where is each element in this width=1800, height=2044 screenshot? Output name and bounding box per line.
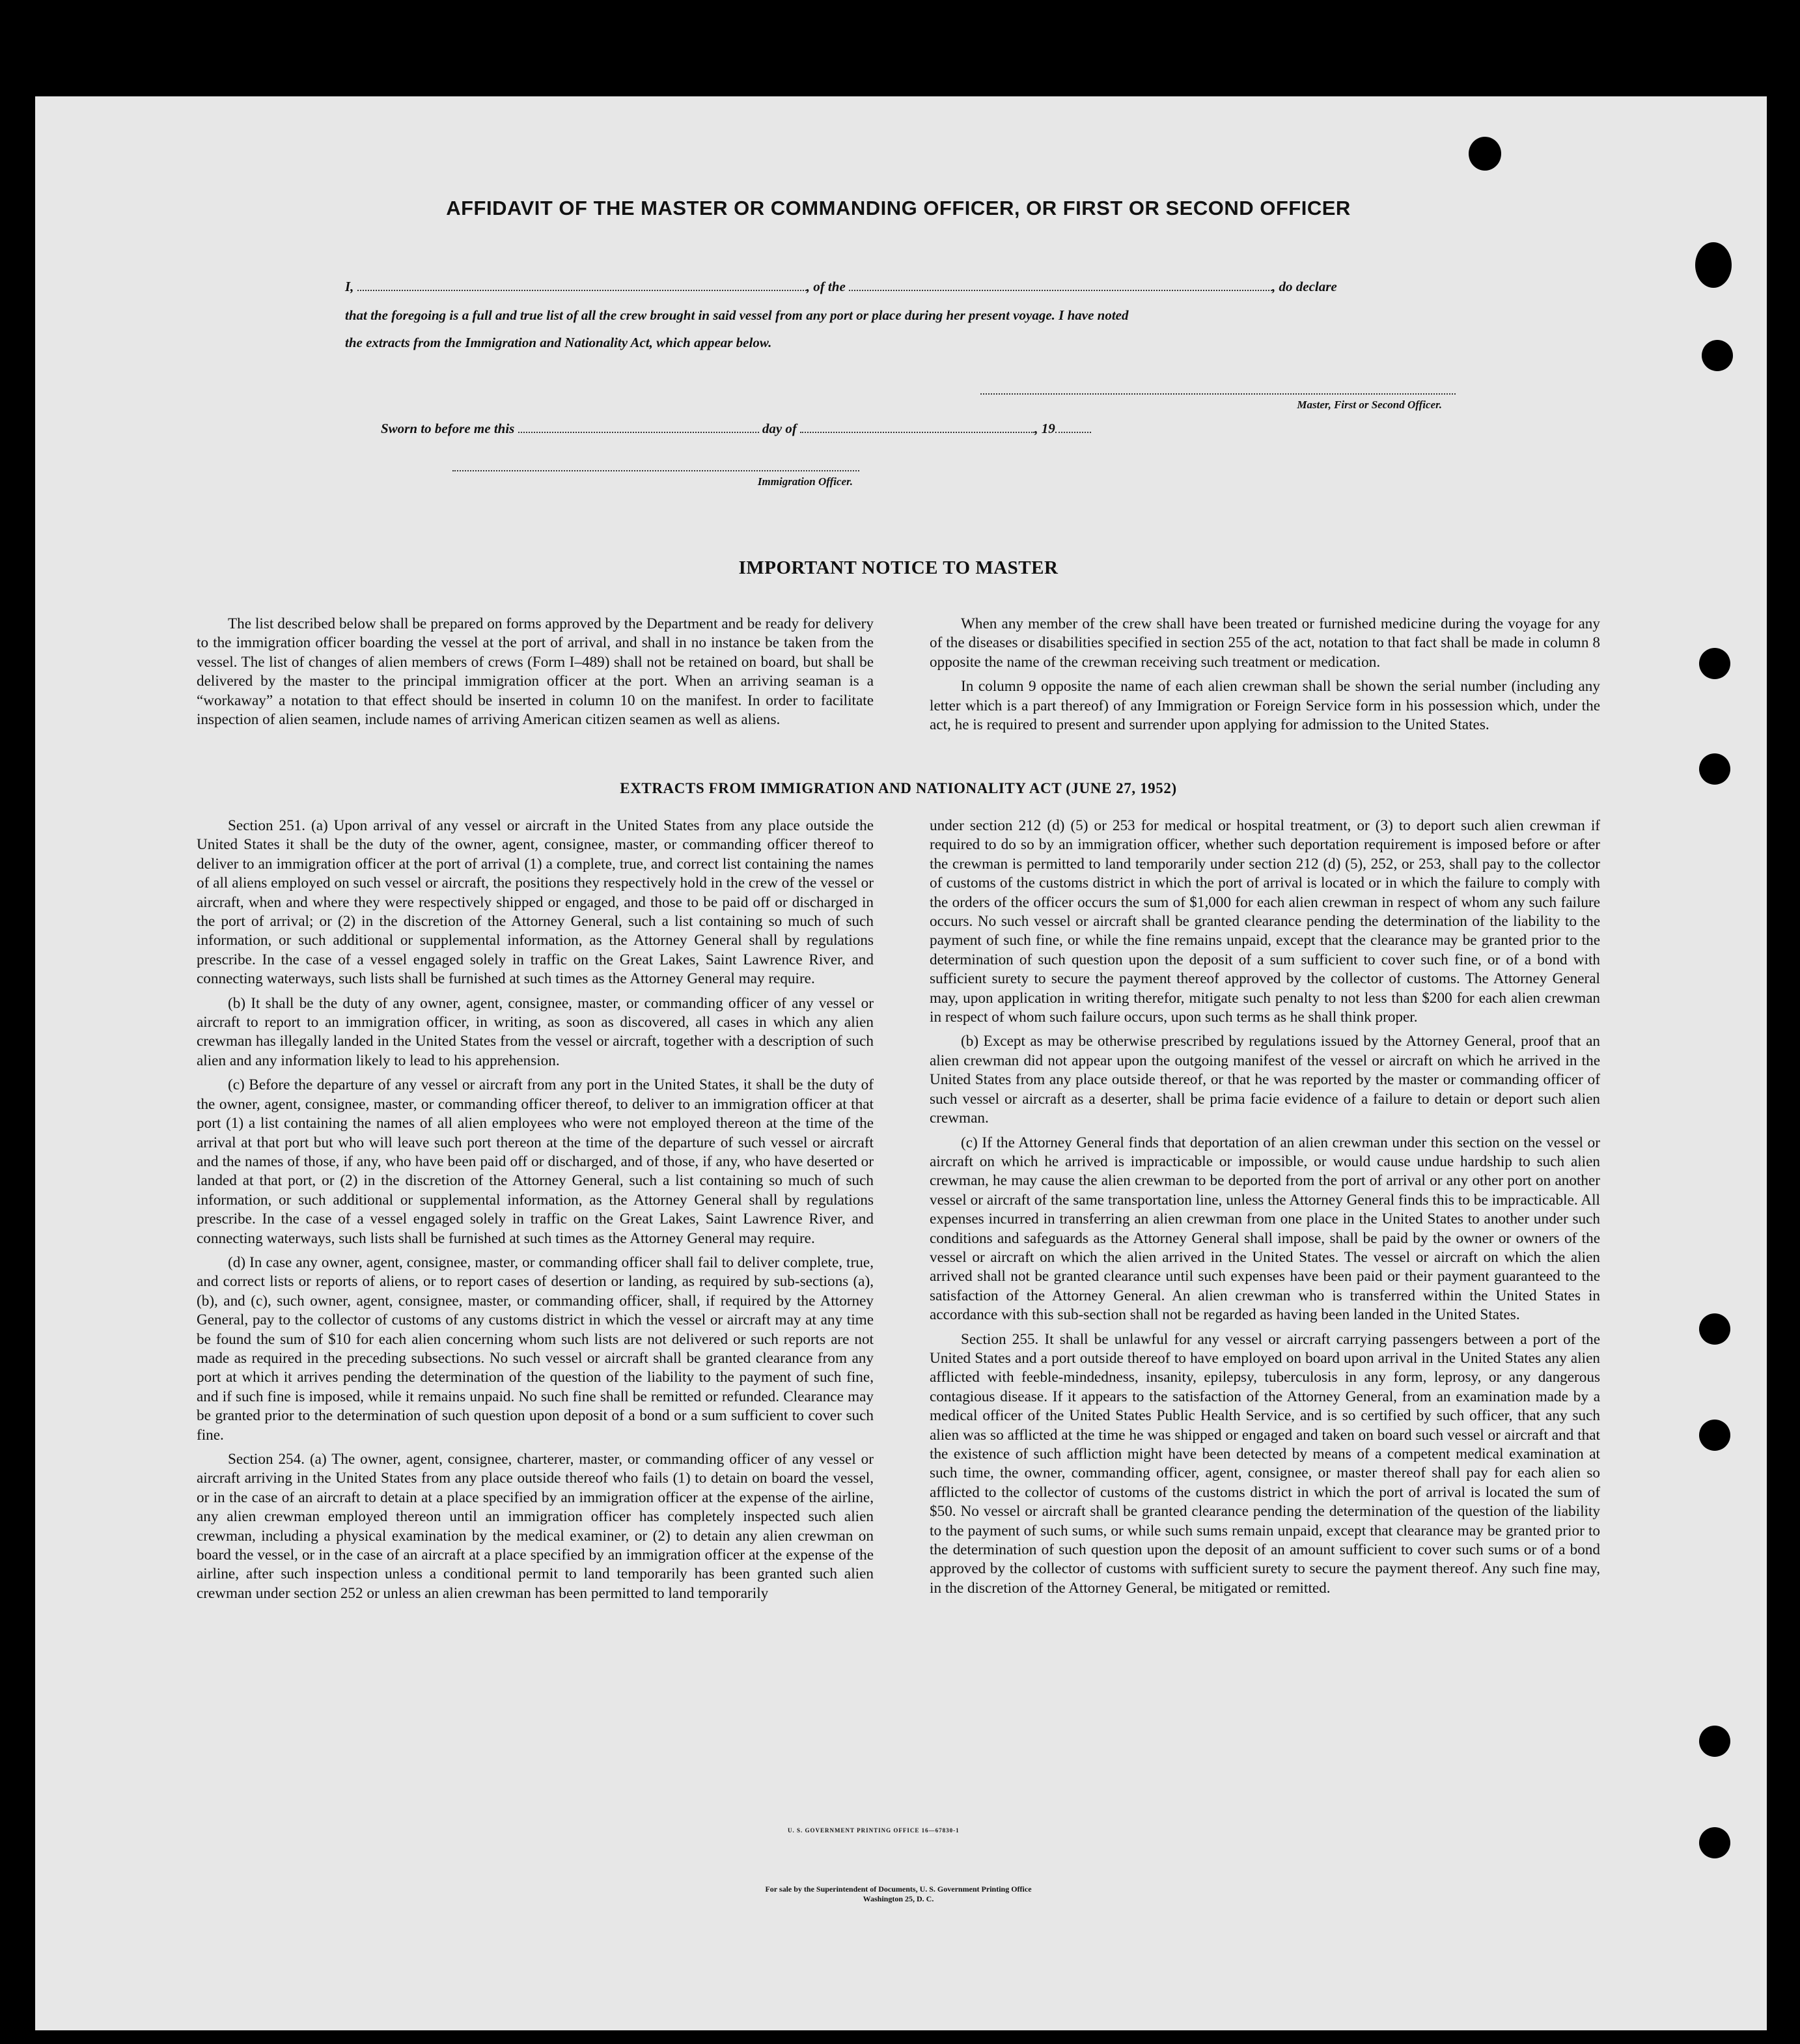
sworn-year-field[interactable] bbox=[1055, 432, 1091, 433]
punch-hole bbox=[1699, 1827, 1730, 1858]
punch-hole bbox=[1702, 340, 1733, 371]
extract-paragraph: (c) If the Attorney General finds that deportation of an alien crewman under this section on the vessel or aircraft on which he arrived is impracticable or impossible, or would cause undue hardship to such alien crewman, he may cause the alien crewman to be deported from the port of arrival or any other port on another vessel or aircraft of the same transportation line, unless the Attorney General finds this to be impracticable. All expenses incurred in transferring an alien crewman from one place in the United States to another under such conditions and safeguards as the Attorney General shall impose, shall be paid by the owner or owners of the vessel or aircraft on which the alien arrived in the United States. The vessel or aircraft on which the alien arrived shall not be granted clearance until such expenses have been paid or their payment guaranteed to the satisfaction of the Attorney General. An alien crewman who is transferred within the United States in accordance with this sub-section shall not be regarded as having been landed in the United States. bbox=[930, 1134, 1600, 1324]
extract-paragraph: (b) Except as may be otherwise prescribed by regulations issued by the Attorney General, proof that an alien crewman did not appear upon the outgoing manifest of the vessel or aircraft on which he arrived in the United States from any place outside thereof, or that he was reported by the master or commanding officer of such vessel or aircraft as a deserter, shall be prima facie evidence of a failure to detain or deport such alien crewman. bbox=[930, 1033, 1600, 1127]
notice-title: IMPORTANT NOTICE TO MASTER bbox=[738, 557, 1059, 578]
sworn-date-field[interactable] bbox=[518, 432, 759, 433]
notice-paragraph: In column 9 opposite the name of each alien crewman shall be shown the serial number (including any letter which is a part thereof) of any Immigration or Foreign Service form in his possession which, under the act, he is required to present and surrender upon applying for admission to the United States. bbox=[930, 678, 1600, 734]
punch-hole bbox=[1699, 753, 1730, 785]
punch-hole bbox=[1699, 648, 1730, 679]
sale-notice bbox=[573, 1884, 1224, 1904]
declaration-text-line2: that the foregoing is a full and true list of all the crew brought in said vessel from any port or place during her present voyage. I have noted bbox=[345, 307, 1129, 323]
notice-paragraph: The list described below shall be prepared on forms approved by the Department and be ready for delivery to the immigration officer boarding the vessel at the port of arrival, and shall in no instance be taken from the vessel. The list of changes of alien members of crews (Form I–489) shall not be retained on board, but shall be delivered by the master to the principal immigration officer at the port. When an arriving seaman is a “workaway” a notation to that effect should be inserted in column 10 on the manifest. In order to facilitate inspection of alien seamen, include names of arriving American citizen seamen as well as aliens. bbox=[197, 615, 874, 729]
notice-right-column bbox=[930, 615, 1600, 740]
vessel-name-field[interactable] bbox=[849, 290, 1272, 291]
punch-hole bbox=[1699, 1420, 1730, 1451]
of-the-label: , of the bbox=[806, 279, 846, 294]
punch-hole bbox=[1699, 1726, 1730, 1757]
master-signature-label: Master, First or Second Officer. bbox=[1297, 399, 1442, 411]
notice-left-column bbox=[197, 615, 874, 735]
gpo-printing-line: U. S. GOVERNMENT PRINTING OFFICE 16—67830-1 bbox=[788, 1827, 960, 1834]
extract-paragraph: (b) It shall be the duty of any owner, agent, consignee, master, or commanding officer of any vessel or aircraft to report to an immigration officer, in writing, as soon as discovered, all cases in which any alien crewman has illegally landed in the United States from the vessel or aircraft, together with a description of such alien and any information likely to lead to his apprehension. bbox=[197, 994, 874, 1069]
affidavit-title: AFFIDAVIT OF THE MASTER OR COMMANDING OFFICER, OR FIRST OR SECOND OFFICER bbox=[446, 197, 1351, 219]
extract-paragraph: Section 251. (a) Upon arrival of any vessel or aircraft in the United States from any place outside the United States it shall be the duty of the owner, agent, consignee, master, or commanding officer thereof to deliver to an immigration officer at the port of arrival (1) a complete, true, and correct list containing the names of all aliens employed on such vessel or aircraft, the positions they respectively hold in the crew of the vessel or aircraft, when and where they were respectively shipped or engaged, and those to be paid off or discharged in the port of arrival; or (2) in the discretion of the Attorney General, such a list containing so much of such information, or such additional or supplemental information, as the Attorney General shall by regulations prescribe. In the case of a vessel engaged solely in traffic on the Great Lakes, Saint Lawrence River, and connecting waterways, such lists shall be furnished at such times as the Attorney General may require. bbox=[197, 817, 874, 988]
extract-paragraph: under section 212 (d) (5) or 253 for medical or hospital treatment, or (3) to deport such alien crewman if required to do so by an immigration officer, whether such deportation requirement is imposed before or after the crewman is permitted to land temporarily under section 212 (d) (5), 252, or 253, shall pay to the collector of customs of the customs district in which the port of arrival is located or in which the failure to comply with the orders of the officer occurs the sum of $1,000 for each alien crewman in respect of whom any such failure occurs. No such vessel or aircraft shall be granted clearance pending the determination of the liability to the payment of such fine, or while the fine remains unpaid, except that the clearance may be granted prior to the determination of such question upon the deposit of a sum sufficient to cover such fine, or of a bond with sufficient surety to secure the payment thereof approved by the collector of customs. The Attorney General may, upon application in writing therefor, mitigate such penalty to not less than $200 for each alien crewman in respect of whom such failure occurs, upon such terms as he shall think proper. bbox=[930, 817, 1600, 1026]
sworn-month-field[interactable] bbox=[800, 432, 1034, 433]
sworn-prefix: Sworn to before me this bbox=[381, 421, 515, 436]
sale-address: Washington 25, D. C. bbox=[863, 1894, 934, 1903]
punch-hole bbox=[1695, 242, 1732, 288]
do-declare-label: , do declare bbox=[1272, 279, 1337, 294]
extract-paragraph: Section 255. It shall be unlawful for any vessel or aircraft carrying passengers between a port of the United States and a port outside thereof to have employed on board upon arrival in the United States any alien afflicted with feeble-mindedness, insanity, epilepsy, tuberculosis in any form, leprosy, or any dangerous contagious disease. If it appears to the satisfaction of the Attorney General, from an examination made by a medical officer of the United States Public Health Service, and is so certified by such officer, that any such alien was so afflicted at the time he was shipped or engaged and taken on board such vessel or aircraft and that the existence of such affliction might have been detected by means of a competent medical examination at such time, the owner, commanding officer, agent, consignee, or master thereof shall pay for each alien so afflicted to the collector of customs of the customs district in which the port of arrival is located the sum of $50. No vessel or aircraft shall be granted clearance pending the determination of the question of the liability to the payment of such sums, or while such sums remain unpaid, except that clearance may be granted prior to the determination of such question upon the deposit of an amount sufficient to cover such sums or of a bond approved by the collector of customs with sufficient surety to secure the payment thereof. Any such fine may, in the discretion of the Attorney General, be mitigated or remitted. bbox=[930, 1330, 1600, 1597]
officer-signature-label: Immigration Officer. bbox=[757, 475, 853, 488]
sale-line: For sale by the Superintendent of Documents, U. S. Government Printing Office bbox=[765, 1884, 1032, 1894]
extracts-right-column bbox=[930, 817, 1600, 1603]
extracts-title: EXTRACTS FROM IMMIGRATION AND NATIONALITY ACT (JUNE 27, 1952) bbox=[620, 780, 1177, 796]
punch-hole bbox=[1469, 137, 1501, 171]
extract-paragraph: (c) Before the departure of any vessel or aircraft from any port in the United States, it shall be the duty of the owner, agent, consignee, master, or commanding officer thereof, to deliver to an immigration officer at that port (1) a list containing the names of all alien employees who were not employed thereon at the time of the arrival at that port but who will leave such port thereon at the time of the departure of such vessel or aircraft and the names of those, if any, who have been paid off or discharged, and of those, if any, who have deserted or landed at that port, or (2) in the discretion of the Attorney General, such a list containing so much of such information, or such additional or supplemental information, as the Attorney General shall by regulations prescribe. In the case of a vessel engaged solely in traffic on the Great Lakes, Saint Lawrence River, and connecting waterways, such lists shall be furnished at such times as the Attorney General may require. bbox=[197, 1076, 874, 1247]
extracts-left-column bbox=[197, 817, 874, 1608]
master-signature-line[interactable] bbox=[980, 393, 1456, 395]
year-label: , 19 bbox=[1034, 421, 1055, 436]
extract-paragraph: Section 254. (a) The owner, agent, consignee, charterer, master, or commanding officer of any vessel or aircraft arriving in the United States from any place outside thereof who fails (1) to detain on board the vessel, or in the case of an aircraft to detain at a place specified by an immigration officer at the expense of the airline, any alien crewman employed thereon until an immigration officer has completely inspected such alien crewman, including a physical examination by the medical examiner, or (2) to detain any alien crewman on board the vessel, or in the case of an aircraft at a place specified by an immigration officer at the expense of the airline, after such inspection unless a conditional permit to land temporarily has been granted such alien crewman under section 252 or unless an alien crewman has been permitted to land temporarily bbox=[197, 1451, 874, 1602]
extract-paragraph: (d) In case any owner, agent, consignee, master, or commanding officer shall fail to deliver complete, true, and correct lists or reports of aliens, or to report cases of desertion or landing, as required by sub-sections (a), (b), and (c), such owner, agent, consignee, master, or commanding officer, shall, if required by the Attorney General, pay to the collector of customs of any customs district in which the vessel or aircraft may at any time be found the sum of $10 for each alien concerning whom such lists are not delivered or such reports are not made as required in the preceding subsections. No such vessel or aircraft shall be granted clearance from any port at which it arrives pending the determination of the question of the liability to the payment of such fine, and if such fine is imposed, while it remains unpaid. No such fine shall be remitted or refunded. Clearance may be granted prior to the determination of such question upon deposit of a bond or a sum sufficient to cover such fine. bbox=[197, 1253, 874, 1444]
day-of-label: day of bbox=[762, 421, 797, 436]
punch-hole bbox=[1699, 1313, 1730, 1345]
notice-paragraph: When any member of the crew shall have been treated or furnished medicine during the voyage for any of the diseases or disabilities specified in section 255 of the act, notation to that fact shall be made in column 8 opposite the name of the crewman receiving such treatment or medication. bbox=[930, 615, 1600, 671]
declaration-text-line3: the extracts from the Immigration and Nationality Act, which appear below. bbox=[345, 335, 772, 350]
declaration-line bbox=[345, 279, 1458, 295]
officer-signature-line[interactable] bbox=[452, 470, 859, 471]
sworn-line bbox=[381, 421, 1091, 437]
declarant-name-field[interactable] bbox=[357, 290, 807, 291]
declarant-pronoun: I, bbox=[345, 279, 354, 294]
